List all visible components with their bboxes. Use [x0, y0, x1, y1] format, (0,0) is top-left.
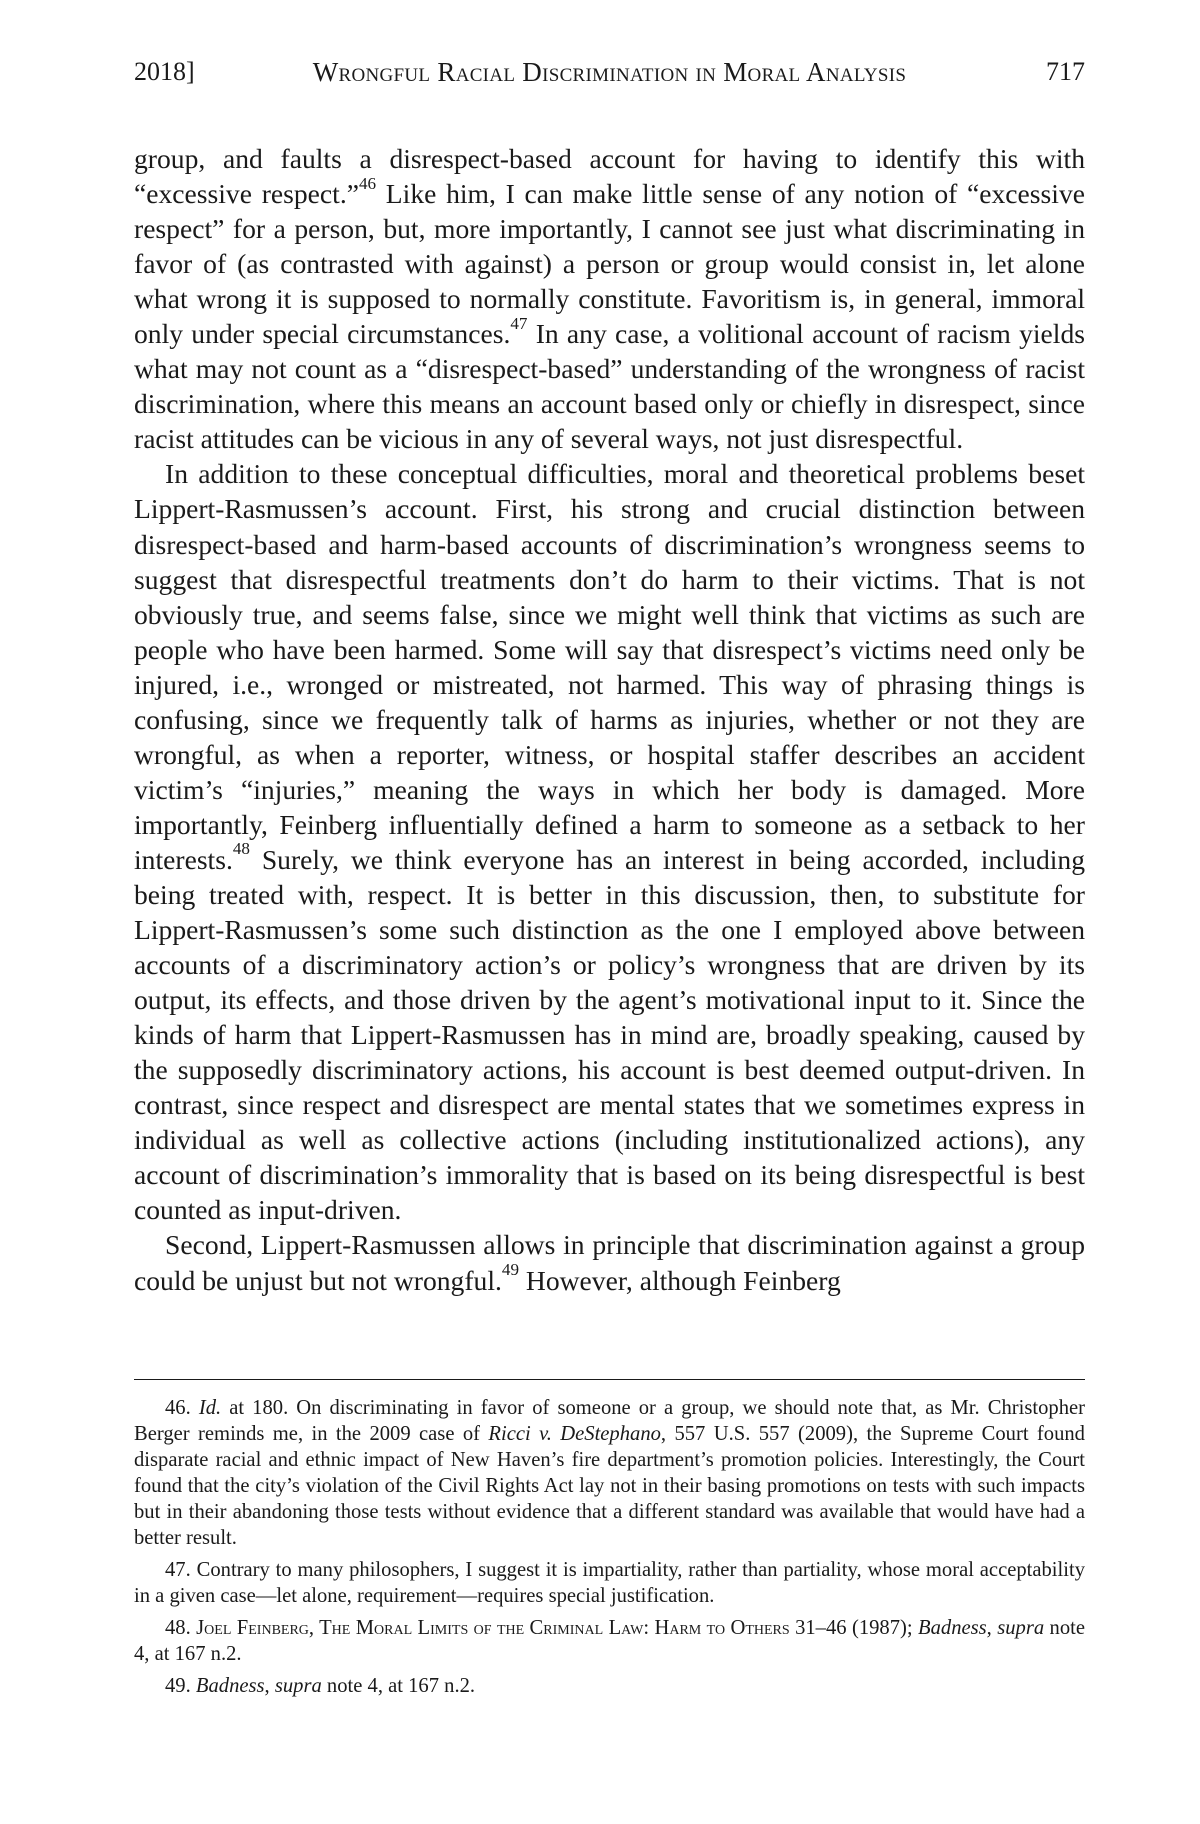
- volume-year: 2018]: [134, 57, 195, 86]
- footnote-48-text-2: note 4, at 167 n.2.: [134, 1617, 1085, 1665]
- footnote-ref-47[interactable]: 47: [510, 313, 528, 333]
- footnote-46-text-1: at 180. On discriminating in favor of someone or a group, we should note that, as Mr. Christopher Berger reminds me, in the 2009 case of: [134, 1397, 1085, 1445]
- footnote-46-text-2: , 557 U.S. 557 (2009), the Supreme Court found disparate racial and ethnic impact of New Haven’s fire department’s promotion policies. Interestingly, the Court found that the city’s violation of the Civil Rights Act lay not in their basing promotions on tests with such impacts but in their abandoning those tests without evidence that a different standard was available that would have had a better result.: [134, 1423, 1085, 1549]
- p3-text-2: However, although Feinberg: [519, 1264, 841, 1296]
- paragraph-2: [134, 456, 1085, 1227]
- p2-text-2: Surely, we think everyone has an interest in being accorded, including being treated with, respect. It is better in this discussion, then, to substitute for Lippert-Rasmussen’s some such distinction as the one I employed above between accounts of a discriminatory action’s or policy’s wrongness that are driven by its output, its effects, and those driven by the agent’s motivational input to it. Since the kinds of harm that Lippert-Rasmussen has in mind are, broadly speaking, caused by the supposedly discriminatory actions, his account is best deemed output-driven. In contrast, since respect and disrespect are mental states that we sometimes express in individual as well as collective actions (including institutionalized actions), any account of discrimination’s immorality that is based on its being disrespectful is best counted as input-driven.: [134, 843, 1085, 1226]
- footnote-48-badness: Badness: [918, 1617, 987, 1639]
- footnote-49: [134, 1673, 1085, 1699]
- paragraph-1: [134, 141, 1085, 456]
- footnote-47-text: Contrary to many philosophers, I suggest it is impartiality, rather than partiality, whose moral acceptability in a given case—let alone, requirement—requires special justification.: [134, 1559, 1085, 1607]
- paragraph-3: [134, 1227, 1085, 1297]
- footnote-48-number: 48.: [165, 1617, 191, 1639]
- footnote-47: [134, 1557, 1085, 1609]
- footnote-48-citation: Joel Feinberg, The Moral Limits of the Criminal Law: Harm to Others: [196, 1617, 790, 1639]
- footnote-ref-49[interactable]: 49: [501, 1260, 519, 1280]
- footnote-48-text-1: 31–46 (1987);: [789, 1617, 919, 1639]
- page-number: 717: [1046, 57, 1085, 86]
- footnote-47-number: 47.: [165, 1559, 191, 1581]
- footnote-ref-46[interactable]: 46: [358, 173, 377, 193]
- p1-text-2: Like him, I can make little sense of any notion of “excessive respect” for a person, but, more importantly, I cannot see just what discriminating in favor of (as contrasted with against) a person or group would consist in, let alone what wrong it is supposed to normally constitute. Favoritism is, in general, immoral only under special circumstances.: [134, 178, 1085, 350]
- footnote-ref-48[interactable]: 48: [232, 839, 250, 859]
- p1-text-3: In any case, a volitional account of racism yields what may not count as a “disrespect-based” understanding of the wrongness of racist discrimination, where this means an account based only or chiefly in disrespect, since racist attitudes can be vicious in any of several ways, not just disrespectful.: [134, 318, 1085, 455]
- footnote-49-text-2: note 4, at 167 n.2.: [321, 1675, 476, 1697]
- p2-text-1: In addition to these conceptual difficulties, moral and theoretical problems beset Lippert-Rasmussen’s account. First, his strong and crucial distinction between disrespect-based and harm-based accounts of discrimination’s wrongness seems to suggest that disrespectful treatments don’t do harm to their victims. That is not obviously true, and seems false, since we might well think that victims as such are people who have been harmed. Some will say that disrespect’s victims need only be injured, i.e., wronged or mistreated, not harmed. This way of phrasing things is confusing, since we frequently talk of harms as injuries, whether or not they are wrongful, as when a reporter, witness, or hospital staffer describes an accident victim’s “injuries,” meaning the ways in which her body is damaged. More importantly, Feinberg influentially defined a harm to someone as a setback to her interests.: [134, 458, 1085, 875]
- footnote-46-number: 46.: [165, 1397, 191, 1419]
- footnote-46: [134, 1395, 1085, 1551]
- footnote-divider: [134, 1379, 1085, 1380]
- body-text: [134, 141, 1085, 1298]
- footnotes: [134, 1395, 1085, 1705]
- footnote-46-id: Id.: [198, 1397, 222, 1419]
- footnote-49-number: 49.: [165, 1675, 191, 1697]
- footnote-48-supra: supra: [997, 1617, 1045, 1639]
- footnote-49-text-1: ,: [264, 1675, 275, 1697]
- footnote-49-badness: Badness: [195, 1675, 265, 1697]
- footnote-49-supra: supra: [274, 1675, 322, 1697]
- p3-text-1: Second, Lippert-Rasmussen allows in principle that discrimination against a group could be unjust but not wrongful.: [134, 1229, 1085, 1296]
- running-head: [134, 52, 1085, 92]
- running-title: Wrongful Racial Discrimination in Moral Analysis: [312, 57, 907, 87]
- footnote-48: 48. Joel Feinberg, The Moral Limits of the Criminal Law: Harm to Others 31–46 (1987); Badness, supra note 4, at 167 n.2.: [134, 1617, 1085, 1665]
- footnote-46-case-name: Ricci v. DeStephano: [488, 1423, 661, 1445]
- p1-text-1: group, and faults a disrespect-based account for having to identify this with “excessive respect.”: [134, 143, 1085, 210]
